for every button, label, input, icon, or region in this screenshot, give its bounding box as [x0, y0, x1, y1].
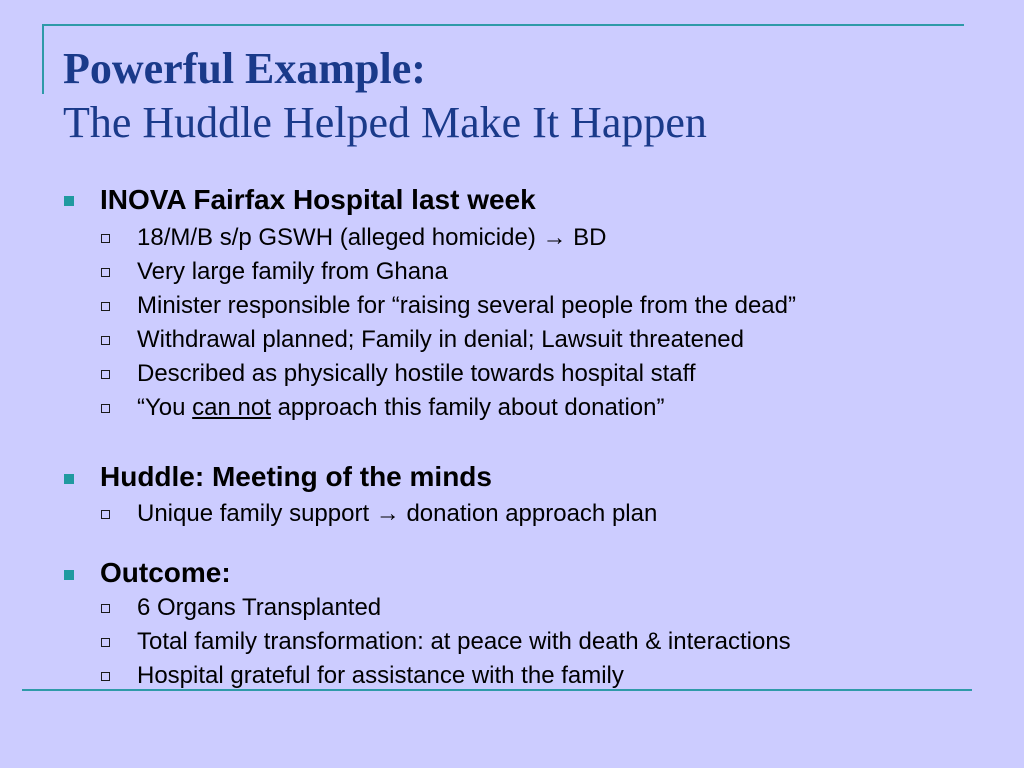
- list-item: Minister responsible for “raising several people from the dead”: [137, 292, 796, 319]
- hollow-square-bullet-icon: [101, 268, 110, 277]
- hollow-square-bullet-icon: [101, 510, 110, 519]
- title-line-1: Powerful Example:: [63, 44, 426, 93]
- title-line-2: The Huddle Helped Make It Happen: [63, 98, 707, 147]
- underlined-text: can not: [192, 394, 271, 421]
- list-item: Total family transformation: at peace with death & interactions: [137, 628, 791, 655]
- square-bullet-icon: [64, 196, 74, 206]
- list-item: Withdrawal planned; Family in denial; Lawsuit threatened: [137, 326, 744, 353]
- text-after: approach this family about donation”: [270, 394, 665, 421]
- hollow-square-bullet-icon: [101, 302, 110, 311]
- list-item: 18/M/B s/p GSWH (alleged homicide) → BD: [137, 224, 607, 251]
- section-heading: INOVA Fairfax Hospital last week: [100, 184, 536, 215]
- hollow-square-bullet-icon: [101, 370, 110, 379]
- list-item: [137, 394, 664, 422]
- section-heading: Huddle: Meeting of the minds: [100, 461, 492, 492]
- square-bullet-icon: [64, 474, 74, 484]
- square-bullet-icon: [64, 570, 74, 580]
- hollow-square-bullet-icon: [101, 672, 110, 681]
- list-item: Very large family from Ghana: [137, 258, 448, 285]
- hollow-square-bullet-icon: [101, 638, 110, 647]
- list-item: Unique family support → donation approach plan: [137, 500, 658, 527]
- hollow-square-bullet-icon: [101, 604, 110, 613]
- hollow-square-bullet-icon: [101, 234, 110, 243]
- list-item: 6 Organs Transplanted: [137, 594, 382, 621]
- text-before: “You: [137, 394, 193, 421]
- hollow-square-bullet-icon: [101, 404, 110, 413]
- list-item: Described as physically hostile towards hospital staff: [137, 360, 696, 387]
- list-item: Hospital grateful for assistance with the family: [137, 662, 624, 689]
- hollow-square-bullet-icon: [101, 336, 110, 345]
- section-heading: Outcome:: [100, 557, 231, 588]
